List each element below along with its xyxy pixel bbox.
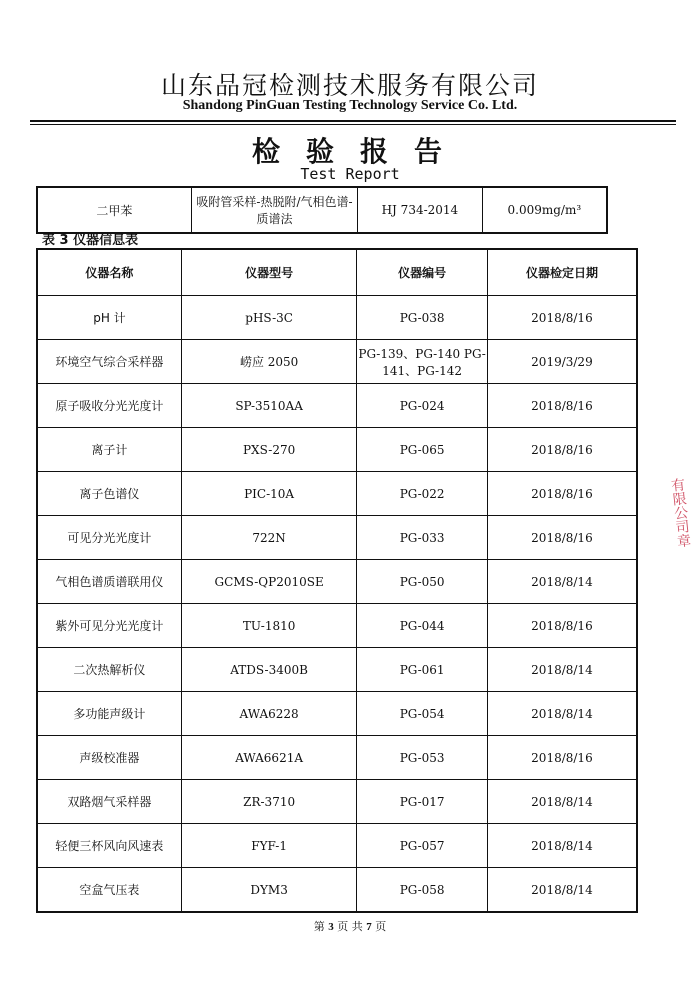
calibration-date: 2018/8/16 xyxy=(487,472,637,516)
table-row xyxy=(37,340,637,384)
instrument-number: PG-139、PG-140 PG-141、PG-142 xyxy=(357,340,488,384)
instrument-name: 轻便三杯风向风速表 xyxy=(37,824,181,868)
instrument-model: SP-3510AA xyxy=(181,384,356,428)
instrument-number: PG-017 xyxy=(357,780,488,824)
footer-mid: 页 共 xyxy=(337,920,363,933)
instrument-number: PG-065 xyxy=(357,428,488,472)
instrument-number: PG-053 xyxy=(357,736,488,780)
table-row xyxy=(37,472,637,516)
instrument-number: PG-033 xyxy=(357,516,488,560)
instrument-name: 声级校准器 xyxy=(37,736,181,780)
instrument-model: pHS-3C xyxy=(181,296,356,340)
column-header-model: 仪器型号 xyxy=(181,249,356,296)
instrument-model: ZR-3710 xyxy=(181,780,356,824)
calibration-date: 2018/8/16 xyxy=(487,384,637,428)
table-row xyxy=(37,560,637,604)
instrument-number: PG-061 xyxy=(357,648,488,692)
instrument-model: 722N xyxy=(181,516,356,560)
instrument-number: PG-044 xyxy=(357,604,488,648)
instrument-model: AWA6621A xyxy=(181,736,356,780)
instrument-table xyxy=(36,248,638,913)
instrument-name: 离子计 xyxy=(37,428,181,472)
table-row xyxy=(37,428,637,472)
table-row xyxy=(37,187,607,233)
table-row xyxy=(37,384,637,428)
instrument-number: PG-022 xyxy=(357,472,488,516)
previous-table-fragment xyxy=(36,186,608,234)
instrument-name: 离子色谱仪 xyxy=(37,472,181,516)
footer-prefix: 第 xyxy=(313,920,325,933)
instrument-model: ATDS-3400B xyxy=(181,648,356,692)
company-seal-stamp: 有限公司章 xyxy=(668,477,692,549)
instrument-name: pH 计 xyxy=(37,296,181,340)
instrument-model: FYF-1 xyxy=(181,824,356,868)
calibration-date: 2018/8/14 xyxy=(487,560,637,604)
column-header-name: 仪器名称 xyxy=(37,249,181,296)
total-pages: 7 xyxy=(366,921,372,933)
calibration-date: 2018/8/14 xyxy=(487,824,637,868)
instrument-model: TU-1810 xyxy=(181,604,356,648)
instrument-name: 可见分光光度计 xyxy=(37,516,181,560)
page-footer xyxy=(0,918,700,934)
column-header-number: 仪器编号 xyxy=(357,249,488,296)
instrument-model: PXS-270 xyxy=(181,428,356,472)
table-row xyxy=(37,736,637,780)
instrument-model: AWA6228 xyxy=(181,692,356,736)
instrument-number: PG-058 xyxy=(357,868,488,913)
table-row xyxy=(37,868,637,913)
table-row xyxy=(37,296,637,340)
instrument-number: PG-038 xyxy=(357,296,488,340)
column-header-date: 仪器检定日期 xyxy=(487,249,637,296)
table-caption: 表 3 仪器信息表 xyxy=(42,233,139,248)
footer-suffix: 页 xyxy=(375,920,387,933)
instrument-number: PG-054 xyxy=(357,692,488,736)
instrument-model: GCMS-QP2010SE xyxy=(181,560,356,604)
calibration-date: 2019/3/29 xyxy=(487,340,637,384)
instrument-name: 环境空气综合采样器 xyxy=(37,340,181,384)
calibration-date: 2018/8/16 xyxy=(487,604,637,648)
table-row xyxy=(37,780,637,824)
instrument-model: 崂应 2050 xyxy=(181,340,356,384)
instrument-name: 气相色谱质谱联用仪 xyxy=(37,560,181,604)
calibration-date: 2018/8/14 xyxy=(487,692,637,736)
instrument-name: 多功能声级计 xyxy=(37,692,181,736)
instrument-name: 双路烟气采样器 xyxy=(37,780,181,824)
table-row xyxy=(37,604,637,648)
calibration-date: 2018/8/16 xyxy=(487,428,637,472)
company-name-cn: 山东品冠检测技术服务有限公司 xyxy=(160,71,539,100)
instrument-number: PG-050 xyxy=(357,560,488,604)
method-cell: 吸附管采样-热脱附/气相色谱-质谱法 xyxy=(191,187,357,233)
calibration-date: 2018/8/16 xyxy=(487,516,637,560)
standard-cell: HJ 734-2014 xyxy=(358,187,483,233)
calibration-date: 2018/8/14 xyxy=(487,648,637,692)
header-rule-thin xyxy=(30,124,676,125)
instrument-name: 空盒气压表 xyxy=(37,868,181,913)
calibration-date: 2018/8/14 xyxy=(487,868,637,913)
table-row xyxy=(37,648,637,692)
instrument-name: 二次热解析仪 xyxy=(37,648,181,692)
table-row xyxy=(37,692,637,736)
instrument-number: PG-024 xyxy=(357,384,488,428)
item-cell: 二甲苯 xyxy=(37,187,191,233)
calibration-date: 2018/8/16 xyxy=(487,736,637,780)
table-row xyxy=(37,516,637,560)
instrument-name: 原子吸收分光光度计 xyxy=(37,384,181,428)
instrument-model: PIC-10A xyxy=(181,472,356,516)
instrument-number: PG-057 xyxy=(357,824,488,868)
company-name-en: Shandong PinGuan Testing Technology Service Co. Ltd. xyxy=(182,98,518,113)
instrument-name: 紫外可见分光光度计 xyxy=(37,604,181,648)
table-row xyxy=(37,824,637,868)
calibration-date: 2018/8/14 xyxy=(487,780,637,824)
report-title-cn: 检验报告 xyxy=(251,135,468,168)
instrument-model: DYM3 xyxy=(181,868,356,913)
header-rule-thick xyxy=(30,120,676,122)
limit-cell: 0.009mg/m³ xyxy=(482,187,607,233)
report-title-en: Test Report xyxy=(300,165,400,183)
table-header-row xyxy=(37,249,637,296)
page-number: 3 xyxy=(328,921,334,933)
calibration-date: 2018/8/16 xyxy=(487,296,637,340)
